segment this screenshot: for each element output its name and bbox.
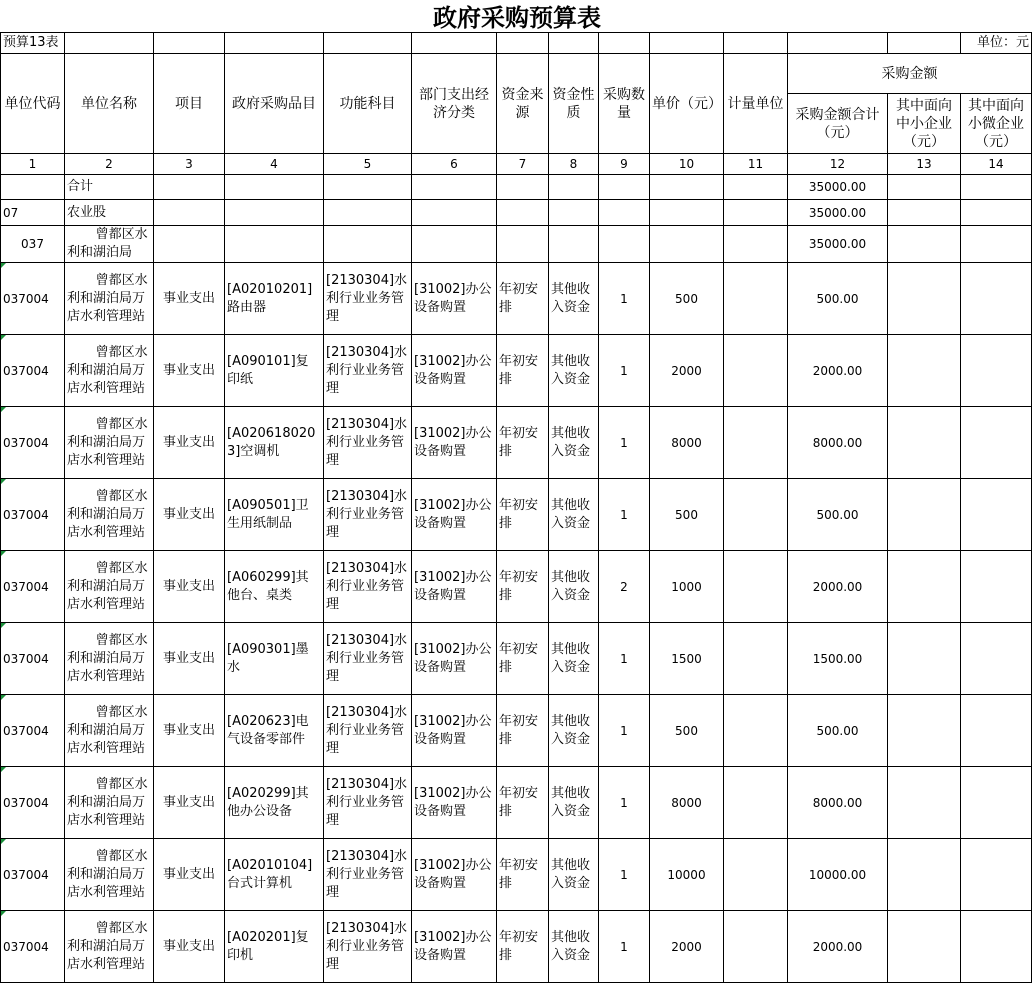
amount-total: 1500.00 <box>788 623 888 695</box>
col-header-fund-source: 资金来源 <box>497 54 549 154</box>
empty-cell <box>549 226 599 263</box>
empty-cell <box>154 226 225 263</box>
column-number: 9 <box>599 154 650 175</box>
amount-total: 35000.00 <box>788 200 888 226</box>
amount-total: 8000.00 <box>788 407 888 479</box>
unit-code: 037004 <box>1 623 65 695</box>
unit-name: 曾都区水利和湖泊局万店水利管理站 <box>65 407 154 479</box>
function-subject: [2130304]水利行业业务管理 <box>324 263 412 335</box>
quantity: 1 <box>599 623 650 695</box>
measure-unit <box>724 695 788 767</box>
table-row <box>1 911 1032 983</box>
empty-cell <box>412 175 497 200</box>
fund-source: 年初安排 <box>497 263 549 335</box>
economic-class: [31002]办公设备购置 <box>412 911 497 983</box>
budget-table <box>0 32 1032 983</box>
unit-code: 07 <box>1 200 65 226</box>
unit-price: 500 <box>650 263 724 335</box>
amount-total: 500.00 <box>788 479 888 551</box>
function-subject: [2130304]水利行业业务管理 <box>324 623 412 695</box>
amount-micro <box>961 839 1032 911</box>
measure-unit <box>724 335 788 407</box>
unit-code: 037004 <box>1 695 65 767</box>
amount-sme <box>888 479 961 551</box>
amount-micro <box>961 767 1032 839</box>
unit-price: 8000 <box>650 767 724 839</box>
quantity: 1 <box>599 911 650 983</box>
economic-class: [31002]办公设备购置 <box>412 623 497 695</box>
measure-unit <box>724 623 788 695</box>
unit-label: 单位：元 <box>961 33 1032 54</box>
project: 事业支出 <box>154 335 225 407</box>
amount-sme <box>888 839 961 911</box>
function-subject: [2130304]水利行业业务管理 <box>324 335 412 407</box>
quantity: 1 <box>599 767 650 839</box>
amount-total: 500.00 <box>788 263 888 335</box>
amount-micro <box>961 623 1032 695</box>
fund-nature: 其他收入资金 <box>549 767 599 839</box>
fund-nature: 其他收入资金 <box>549 263 599 335</box>
quantity: 1 <box>599 695 650 767</box>
quantity: 1 <box>599 839 650 911</box>
col-header-qty: 采购数量 <box>599 54 650 154</box>
column-number: 4 <box>225 154 324 175</box>
unit-price: 1000 <box>650 551 724 623</box>
unit-price: 2000 <box>650 911 724 983</box>
unit-code: 037004 <box>1 911 65 983</box>
empty-cell <box>225 226 324 263</box>
col-header-sme: 其中面向中小企业（元） <box>888 94 961 154</box>
quantity: 1 <box>599 407 650 479</box>
unit-code: 037004 <box>1 263 65 335</box>
col-header-function: 功能科目 <box>324 54 412 154</box>
empty-cell <box>650 226 724 263</box>
project: 事业支出 <box>154 839 225 911</box>
empty-cell <box>549 200 599 226</box>
column-number: 10 <box>650 154 724 175</box>
unit-code: 037004 <box>1 767 65 839</box>
quantity: 1 <box>599 479 650 551</box>
empty-cell <box>650 175 724 200</box>
unit-name: 曾都区水利和湖泊局万店水利管理站 <box>65 551 154 623</box>
measure-unit <box>724 767 788 839</box>
fund-source: 年初安排 <box>497 911 549 983</box>
quantity: 1 <box>599 263 650 335</box>
empty-cell <box>497 226 549 263</box>
unit-name: 曾都区水利和湖泊局万店水利管理站 <box>65 335 154 407</box>
unit-price: 8000 <box>650 407 724 479</box>
unit-name: 曾都区水利和湖泊局万店水利管理站 <box>65 911 154 983</box>
empty-cell <box>225 175 324 200</box>
col-header-measure: 计量单位 <box>724 54 788 154</box>
empty-cell <box>497 175 549 200</box>
fund-source: 年初安排 <box>497 839 549 911</box>
amount-sme <box>888 407 961 479</box>
procurement-item: [A060299]其他台、桌类 <box>225 551 324 623</box>
quantity: 1 <box>599 335 650 407</box>
amount-total: 500.00 <box>788 695 888 767</box>
amount-micro <box>961 695 1032 767</box>
project: 事业支出 <box>154 407 225 479</box>
procurement-item: [A0206180203]空调机 <box>225 407 324 479</box>
fund-source: 年初安排 <box>497 767 549 839</box>
empty-cell <box>888 200 961 226</box>
meta-row <box>1 33 1032 54</box>
unit-price: 2000 <box>650 335 724 407</box>
amount-sme <box>888 263 961 335</box>
column-number: 13 <box>888 154 961 175</box>
function-subject: [2130304]水利行业业务管理 <box>324 551 412 623</box>
unit-name: 曾都区水利和湖泊局万店水利管理站 <box>65 263 154 335</box>
amount-sme <box>888 623 961 695</box>
table-row <box>1 839 1032 911</box>
project: 事业支出 <box>154 479 225 551</box>
empty-cell <box>961 175 1032 200</box>
fund-nature: 其他收入资金 <box>549 551 599 623</box>
unit-code: 037004 <box>1 335 65 407</box>
col-header-unit-code: 单位代码 <box>1 54 65 154</box>
col-header-unit-name: 单位名称 <box>65 54 154 154</box>
table-id: 预算13表 <box>1 33 65 54</box>
unit-code: 037004 <box>1 407 65 479</box>
economic-class: [31002]办公设备购置 <box>412 407 497 479</box>
unit-name: 曾都区水利和湖泊局 <box>65 226 154 263</box>
function-subject: [2130304]水利行业业务管理 <box>324 479 412 551</box>
empty-cell <box>412 200 497 226</box>
unit-price: 10000 <box>650 839 724 911</box>
function-subject: [2130304]水利行业业务管理 <box>324 911 412 983</box>
project: 事业支出 <box>154 767 225 839</box>
procurement-item: [A02010104]台式计算机 <box>225 839 324 911</box>
unit-price: 500 <box>650 695 724 767</box>
project: 事业支出 <box>154 695 225 767</box>
unit-price: 1500 <box>650 623 724 695</box>
measure-unit <box>724 479 788 551</box>
amount-sme <box>888 767 961 839</box>
empty-cell <box>324 200 412 226</box>
table-row <box>1 551 1032 623</box>
col-header-fund-nature: 资金性质 <box>549 54 599 154</box>
column-number: 14 <box>961 154 1032 175</box>
summary-row <box>1 175 1032 200</box>
column-number-row <box>1 154 1032 175</box>
amount-micro <box>961 551 1032 623</box>
empty-cell <box>961 226 1032 263</box>
economic-class: [31002]办公设备购置 <box>412 479 497 551</box>
unit-code: 037004 <box>1 839 65 911</box>
amount-micro <box>961 335 1032 407</box>
page-title: 政府采购预算表 <box>433 4 601 32</box>
amount-total: 8000.00 <box>788 767 888 839</box>
fund-nature: 其他收入资金 <box>549 623 599 695</box>
amount-total: 2000.00 <box>788 911 888 983</box>
column-number: 11 <box>724 154 788 175</box>
summary-row <box>1 200 1032 226</box>
project: 事业支出 <box>154 551 225 623</box>
function-subject: [2130304]水利行业业务管理 <box>324 767 412 839</box>
fund-nature: 其他收入资金 <box>549 335 599 407</box>
fund-nature: 其他收入资金 <box>549 839 599 911</box>
col-header-amount-group: 采购金额 <box>788 54 1032 94</box>
project: 事业支出 <box>154 263 225 335</box>
unit-name: 曾都区水利和湖泊局万店水利管理站 <box>65 839 154 911</box>
economic-class: [31002]办公设备购置 <box>412 263 497 335</box>
fund-source: 年初安排 <box>497 407 549 479</box>
unit-price: 500 <box>650 479 724 551</box>
header-row-1 <box>1 54 1032 94</box>
fund-nature: 其他收入资金 <box>549 695 599 767</box>
measure-unit <box>724 911 788 983</box>
empty-cell <box>724 175 788 200</box>
amount-total: 35000.00 <box>788 175 888 200</box>
col-header-item: 政府采购品目 <box>225 54 324 154</box>
fund-source: 年初安排 <box>497 479 549 551</box>
function-subject: [2130304]水利行业业务管理 <box>324 839 412 911</box>
economic-class: [31002]办公设备购置 <box>412 839 497 911</box>
amount-total: 35000.00 <box>788 226 888 263</box>
fund-source: 年初安排 <box>497 335 549 407</box>
function-subject: [2130304]水利行业业务管理 <box>324 695 412 767</box>
economic-class: [31002]办公设备购置 <box>412 767 497 839</box>
empty-cell <box>549 175 599 200</box>
unit-name: 曾都区水利和湖泊局万店水利管理站 <box>65 479 154 551</box>
column-number: 3 <box>154 154 225 175</box>
summary-row <box>1 226 1032 263</box>
amount-total: 2000.00 <box>788 551 888 623</box>
procurement-item: [A090501]卫生用纸制品 <box>225 479 324 551</box>
column-number: 7 <box>497 154 549 175</box>
empty-cell <box>724 200 788 226</box>
fund-nature: 其他收入资金 <box>549 479 599 551</box>
column-number: 2 <box>65 154 154 175</box>
procurement-item: [A090101]复印纸 <box>225 335 324 407</box>
empty-cell <box>154 200 225 226</box>
column-number: 5 <box>324 154 412 175</box>
empty-cell <box>324 226 412 263</box>
economic-class: [31002]办公设备购置 <box>412 551 497 623</box>
procurement-item: [A020623]电气设备零部件 <box>225 695 324 767</box>
unit-name: 合计 <box>65 175 154 200</box>
empty-cell <box>497 200 549 226</box>
project: 事业支出 <box>154 911 225 983</box>
fund-source: 年初安排 <box>497 695 549 767</box>
measure-unit <box>724 551 788 623</box>
measure-unit <box>724 407 788 479</box>
procurement-item: [A02010201]路由器 <box>225 263 324 335</box>
table-row <box>1 695 1032 767</box>
amount-total: 10000.00 <box>788 839 888 911</box>
empty-cell <box>724 226 788 263</box>
column-number: 12 <box>788 154 888 175</box>
empty-cell <box>324 175 412 200</box>
table-row <box>1 335 1032 407</box>
unit-name: 曾都区水利和湖泊局万店水利管理站 <box>65 767 154 839</box>
column-number: 8 <box>549 154 599 175</box>
amount-micro <box>961 911 1032 983</box>
col-header-amount-total: 采购金额合计（元） <box>788 94 888 154</box>
empty-cell <box>961 200 1032 226</box>
col-header-price: 单价（元） <box>650 54 724 154</box>
col-header-econ: 部门支出经济分类 <box>412 54 497 154</box>
empty-cell <box>225 200 324 226</box>
amount-micro <box>961 407 1032 479</box>
amount-micro <box>961 263 1032 335</box>
quantity: 2 <box>599 551 650 623</box>
empty-cell <box>412 226 497 263</box>
empty-cell <box>599 200 650 226</box>
table-row <box>1 263 1032 335</box>
measure-unit <box>724 263 788 335</box>
table-row <box>1 479 1032 551</box>
function-subject: [2130304]水利行业业务管理 <box>324 407 412 479</box>
unit-name: 农业股 <box>65 200 154 226</box>
amount-sme <box>888 551 961 623</box>
empty-cell <box>599 226 650 263</box>
procurement-item: [A020299]其他办公设备 <box>225 767 324 839</box>
column-number: 1 <box>1 154 65 175</box>
empty-cell <box>154 175 225 200</box>
fund-nature: 其他收入资金 <box>549 407 599 479</box>
unit-name: 曾都区水利和湖泊局万店水利管理站 <box>65 623 154 695</box>
empty-cell <box>650 200 724 226</box>
amount-sme <box>888 911 961 983</box>
empty-cell <box>599 175 650 200</box>
col-header-micro: 其中面向小微企业（元） <box>961 94 1032 154</box>
col-header-project: 项目 <box>154 54 225 154</box>
unit-code: 037004 <box>1 479 65 551</box>
unit-code: 037 <box>1 226 65 263</box>
measure-unit <box>724 839 788 911</box>
fund-nature: 其他收入资金 <box>549 911 599 983</box>
fund-source: 年初安排 <box>497 623 549 695</box>
amount-micro <box>961 479 1032 551</box>
table-row <box>1 407 1032 479</box>
economic-class: [31002]办公设备购置 <box>412 695 497 767</box>
unit-code: 037004 <box>1 551 65 623</box>
economic-class: [31002]办公设备购置 <box>412 335 497 407</box>
project: 事业支出 <box>154 623 225 695</box>
procurement-item: [A020201]复印机 <box>225 911 324 983</box>
amount-total: 2000.00 <box>788 335 888 407</box>
procurement-item: [A090301]墨水 <box>225 623 324 695</box>
fund-source: 年初安排 <box>497 551 549 623</box>
unit-code <box>1 175 65 200</box>
empty-cell <box>888 175 961 200</box>
table-row <box>1 767 1032 839</box>
amount-sme <box>888 335 961 407</box>
amount-sme <box>888 695 961 767</box>
empty-cell <box>888 226 961 263</box>
table-row <box>1 623 1032 695</box>
column-number: 6 <box>412 154 497 175</box>
unit-name: 曾都区水利和湖泊局万店水利管理站 <box>65 695 154 767</box>
